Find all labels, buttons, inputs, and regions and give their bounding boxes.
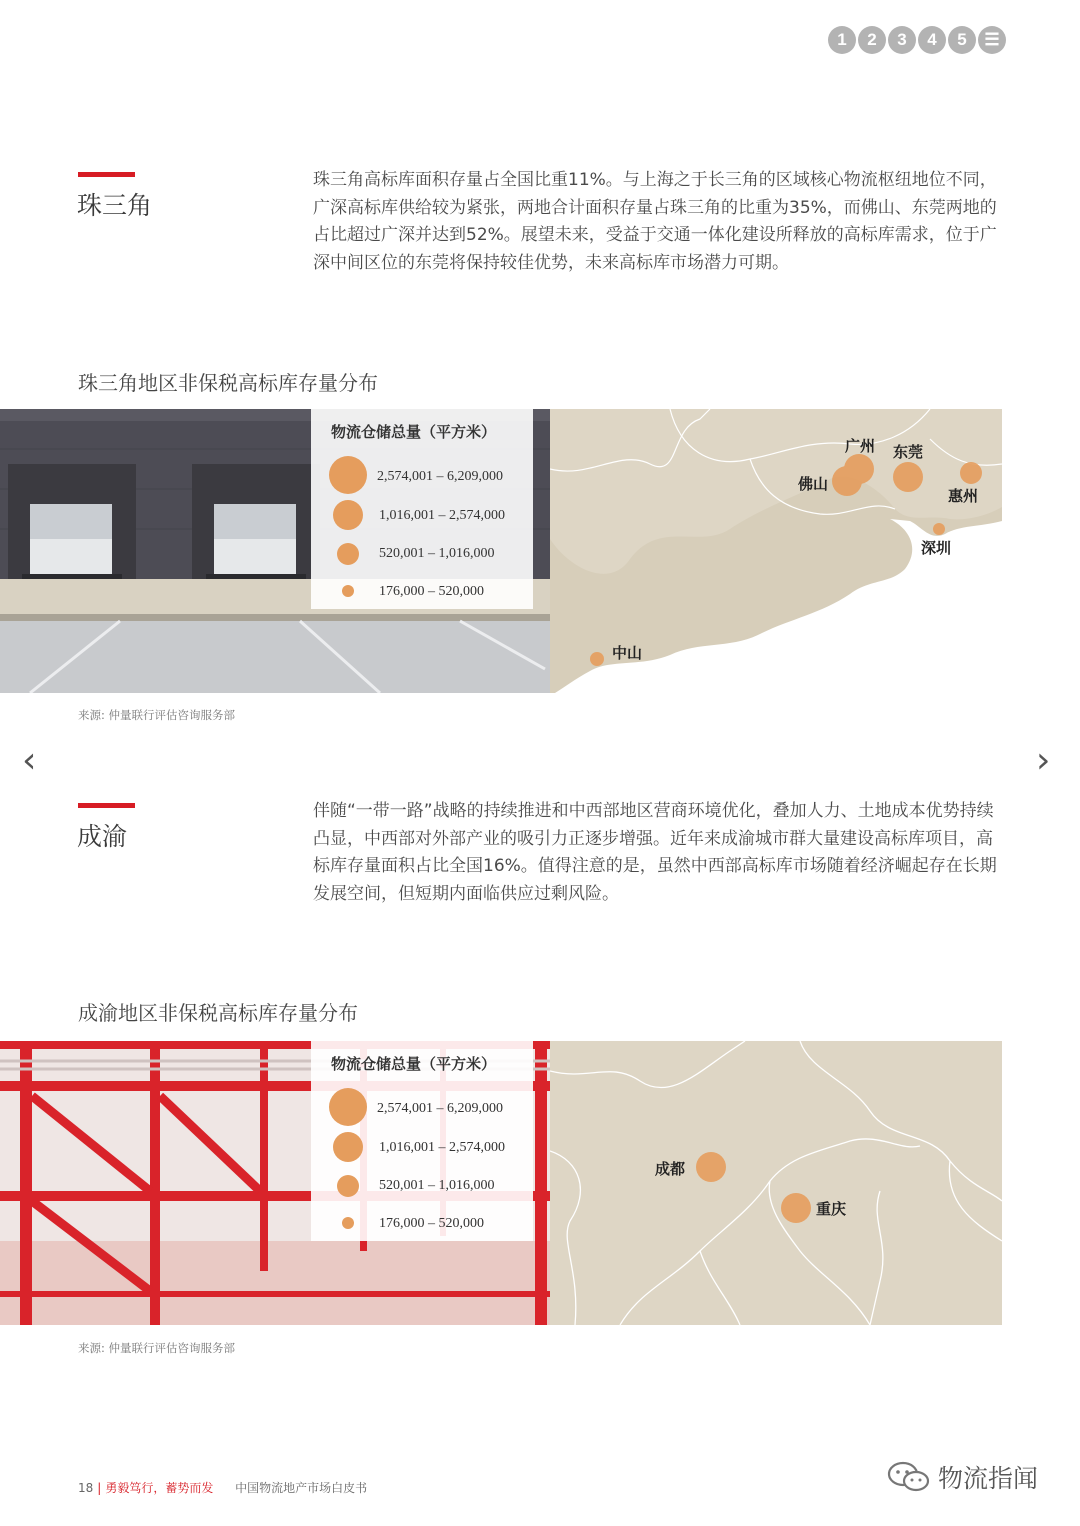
prev-page-arrow-icon[interactable]: ‹ — [22, 740, 37, 781]
wechat-watermark — [886, 1459, 1038, 1495]
legend-bubble-l — [333, 1132, 363, 1162]
city-label-shenzhen: 深圳 — [921, 539, 952, 557]
chapter-3-button[interactable]: 3 — [888, 26, 916, 54]
city-label-dongguan: 东莞 — [893, 443, 924, 461]
section-body-chengyu: 伴随“一带一路”战略的持续推进和中西部地区营商环境优化，叠加人力、土地成本优势持续凸显，中西部对外部产业的吸引力正逐步增强。近年来成渝城市群大量建设高标库项目，高标库存量面积占比全国16%。值得注意的是，虽然中西部高标库市场随着经济崛起存在长期发展空间，但短期内面临供应过剩风险。 — [313, 801, 997, 904]
legend-row — [311, 495, 533, 535]
legend-bubble-xl — [329, 456, 367, 494]
legend-label: 520,001 – 1,016,000 — [379, 1178, 495, 1193]
menu-icon[interactable]: ☰ — [978, 26, 1006, 54]
city-label-chongqing: 重庆 — [816, 1200, 847, 1218]
chengyu-map — [550, 1041, 1002, 1325]
watermark-text: 物流指闻 — [938, 1464, 1039, 1493]
section-title-prd: 珠三角 — [77, 191, 153, 220]
next-page-arrow-icon[interactable]: › — [1036, 740, 1051, 781]
legend-row — [311, 1087, 533, 1127]
legend-label: 520,001 – 1,016,000 — [379, 546, 495, 561]
legend-bubble-s — [342, 1217, 354, 1229]
legend-row — [311, 1127, 533, 1167]
legend-title: 物流仓储总量（平方米） — [331, 1055, 497, 1073]
figure-source-prd: 来源: 仲量联行评估咨询服务部 — [78, 708, 236, 722]
legend-bubble-s — [342, 585, 354, 597]
legend-row — [311, 571, 533, 611]
section-title-chengyu: 成渝 — [77, 822, 128, 851]
chapter-2-button[interactable]: 2 — [858, 26, 886, 54]
legend-label: 176,000 – 520,000 — [379, 584, 484, 599]
wechat-icon — [886, 1461, 932, 1493]
legend-label: 1,016,001 – 2,574,000 — [379, 1140, 505, 1155]
section-body-prd: 珠三角高标库面积存量占全国比重11%。与上海之于长三角的区域核心物流枢纽地位不同，广深高标库供给较为紧张，两地合计面积存量占珠三角的比重为35%，而佛山、东莞两地的占比超过广深并达到52%。展望未来，受益于交通一体化建设所释放的高标库需求，位于广深中间区位的东莞将保持较佳优势，未来高标库市场潜力可期。 — [313, 170, 997, 273]
figure-chengyu — [0, 1041, 1002, 1325]
map-legend — [311, 1041, 533, 1241]
legend-label: 1,016,001 – 2,574,000 — [379, 508, 505, 523]
legend-row — [311, 1166, 533, 1206]
figure-title-chengyu: 成渝地区非保税高标库存量分布 — [78, 1001, 358, 1025]
footer-divider: | — [97, 1481, 102, 1495]
map-legend — [311, 409, 533, 609]
city-label-foshan: 佛山 — [798, 475, 829, 493]
figure-source-chengyu: 来源: 仲量联行评估咨询服务部 — [78, 1341, 236, 1355]
legend-title: 物流仓储总量（平方米） — [331, 423, 497, 441]
legend-label: 2,574,001 – 6,209,000 — [377, 1101, 503, 1116]
legend-row — [311, 455, 533, 495]
figure-prd — [0, 409, 1002, 693]
section-accent-bar — [78, 172, 135, 177]
prd-map — [550, 409, 1002, 693]
figure-title-prd: 珠三角地区非保税高标库存量分布 — [78, 371, 378, 395]
chapter-nav — [828, 26, 1006, 54]
city-label-huizhou: 惠州 — [948, 487, 979, 505]
city-label-guangzhou: 广州 — [845, 437, 876, 455]
footer-doc-title: 中国物流地产市场白皮书 — [235, 1481, 368, 1495]
legend-bubble-m — [337, 1175, 359, 1197]
page-number: 18 — [78, 1481, 94, 1495]
legend-label: 176,000 – 520,000 — [379, 1216, 484, 1231]
footer-slogan: 勇毅笃行，蓄势而发 — [105, 1481, 214, 1495]
legend-bubble-m — [337, 543, 359, 565]
legend-row — [311, 534, 533, 574]
page-footer — [78, 1479, 367, 1496]
legend-bubble-xl — [329, 1088, 367, 1126]
legend-bubble-l — [333, 500, 363, 530]
legend-row — [311, 1203, 533, 1243]
chapter-1-button[interactable]: 1 — [828, 26, 856, 54]
chapter-5-button[interactable]: 5 — [948, 26, 976, 54]
city-label-chengdu: 成都 — [655, 1160, 686, 1178]
section-accent-bar — [78, 803, 135, 808]
chapter-4-button[interactable]: 4 — [918, 26, 946, 54]
legend-label: 2,574,001 – 6,209,000 — [377, 469, 503, 484]
city-label-zhongshan: 中山 — [612, 644, 643, 662]
